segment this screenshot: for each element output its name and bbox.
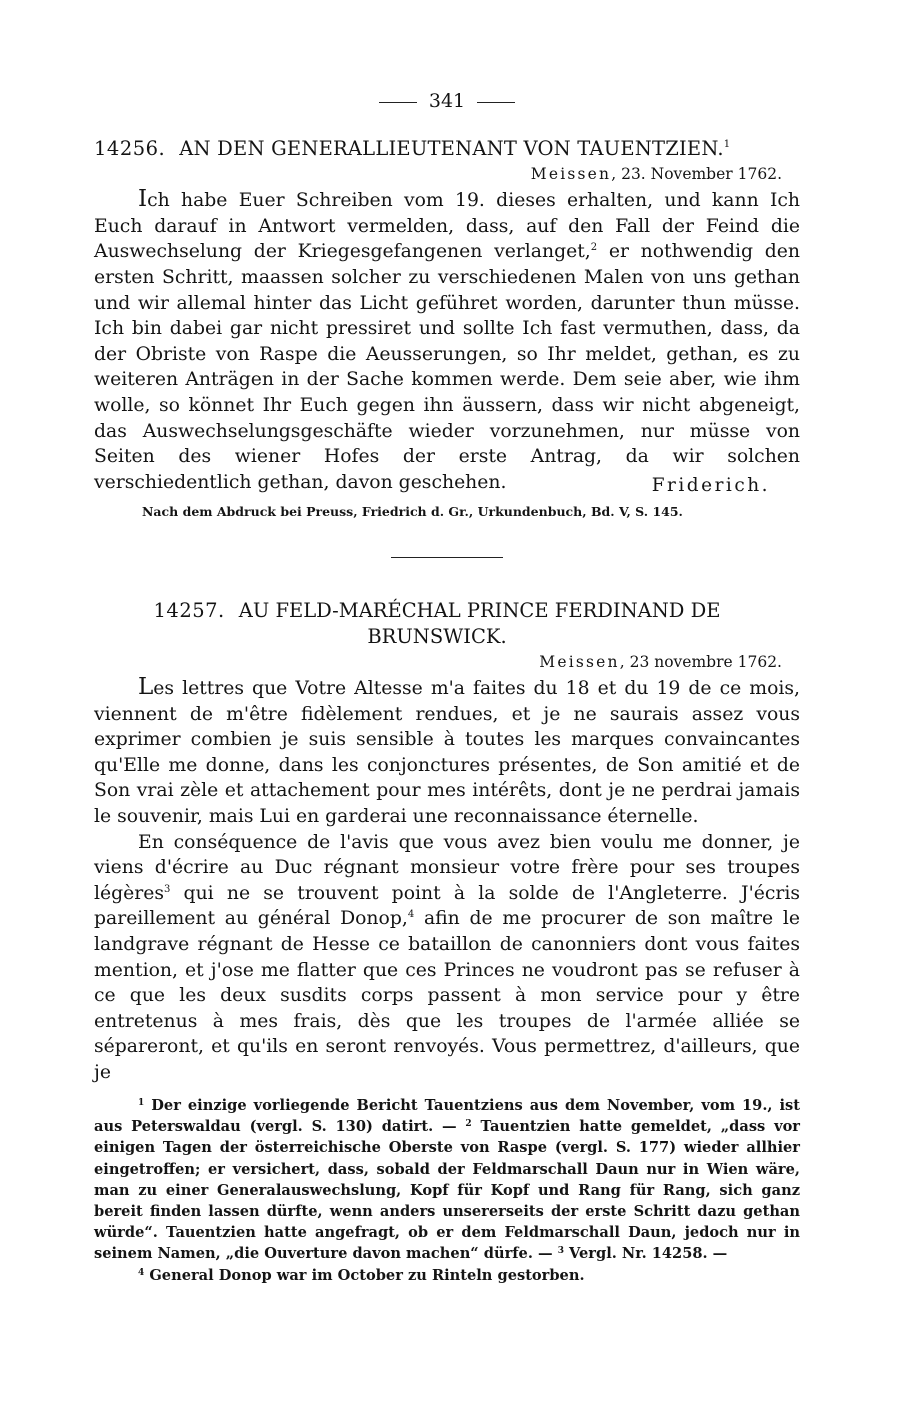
page-header bbox=[94, 88, 800, 114]
footnote-marker-2: 2 bbox=[465, 1119, 472, 1130]
letter-2-place: Meissen bbox=[539, 652, 620, 671]
section-divider bbox=[391, 557, 503, 558]
letter-2-dateline bbox=[94, 650, 800, 676]
letter-1-number: 14256. bbox=[94, 137, 166, 160]
footnote-ref-3: 3 bbox=[164, 883, 171, 895]
letter-1-signature: Friderich. bbox=[651, 475, 770, 497]
header-rule-left bbox=[379, 102, 417, 103]
letter-1-text-a: ch habe Euer Schreiben vom 19. dieses erhalten, und kann Ich Euch darauf in Antwort vermelden, dass, auf den Fall der Feind die Auswechselung der Kriegesgefangenen verlanget, bbox=[94, 190, 800, 263]
footnote-3-text: Vergl. Nr. 14258. — bbox=[563, 1245, 728, 1263]
footnote-2-text: Tauentzien hatte gemeldet, „dass vor einigen Tagen der österreichische Oberste von Raspe (vergl. S. 177) wieder allhier eingetroffen; er versichert, dass, sobald der Feldmarschall Daun nur in Wien wäre, man zu einer Generalauswechslung, Kopf für Kopf und Rang für Rang, sich ganz bereit finden lassen dürfte, wenn anders unsererseits der erste Schritt dazu gethan würde“. Tauentzien hatte angefragt, ob er dem Feldmarschall Daun, jedoch nur in seinem Namen, „die Ouverture davon machen“ dürfe. — bbox=[94, 1118, 800, 1263]
page-number: 341 bbox=[428, 90, 466, 112]
footnote-ref-1: 1 bbox=[723, 139, 731, 150]
footnote-block-1-2-3 bbox=[94, 1095, 800, 1265]
letter-1-initial: I bbox=[138, 186, 148, 213]
letter-2-number: 14257. bbox=[153, 599, 225, 623]
footnote-marker-4: 4 bbox=[138, 1267, 145, 1278]
letter-2-p2-text-b: qui ne se trouvent point à la solde de l'Angleterre. J'écris pareillement au général Donop, bbox=[94, 882, 800, 930]
footnote-marker-3: 3 bbox=[557, 1246, 564, 1257]
letter-1-date: , 23. November 1762. bbox=[611, 164, 782, 183]
letter-2-initial: L bbox=[138, 674, 154, 701]
letter-1-source: Nach dem Abdruck bei Preuss, Friedrich d. Gr., Urkundenbuch, Bd. V, S. 145. bbox=[142, 504, 683, 520]
letter-2-p2-text-c: afin de me procurer de son maître le landgrave régnant de Hesse ce bataillon de canonniers dont vous faites mention, et j'ose me flatter que ces Princes ne voudront pas se refuser à ce que les deux susdits corps passent à mon service pour y être entretenus à mes frais, dès que les troupes de l'armée alliée se sépareront, et qu'ils en seront renvoyés. Vous permettrez, d'ailleurs, que je bbox=[94, 908, 800, 1083]
header-rule-right bbox=[477, 102, 515, 103]
letter-2-heading bbox=[94, 598, 800, 649]
footnote-ref-4: 4 bbox=[407, 909, 415, 921]
letter-2-p1-text: es lettres que Votre Altesse m'a faites du 18 et du 19 de ce mois, viennent de m'être fidèlement rendues, et je ne saurais assez vous exprimer combien je suis sensible à toutes les marques convaincantes qu'Elle me donne, dans les conjonctures présentes, de Son amitié et de Son vrai zèle et attachement pour mes intérêts, dont je ne perdrai jamais le souvenir, mais Lui en garderai une reconnaissance éternelle. bbox=[94, 678, 800, 828]
letter-1-heading bbox=[94, 132, 800, 162]
footnote-4-text: General Donop war im October zu Rinteln gestorben. bbox=[144, 1266, 585, 1284]
letter-1-place: Meissen bbox=[530, 164, 612, 183]
footnote-block-4 bbox=[94, 1265, 800, 1286]
letter-2-date: , 23 novembre 1762. bbox=[619, 652, 782, 671]
footnotes bbox=[94, 1095, 800, 1286]
letter-2-paragraph-1 bbox=[94, 675, 800, 830]
letter-1-dateline bbox=[94, 162, 800, 188]
footnote-ref-2: 2 bbox=[590, 242, 598, 254]
letter-2-p2-text-a: En conséquence de l'avis que vous avez bien voulu me donner, je viens d'écrire au Duc régnant monsieur votre frère pour ses troupes légères bbox=[94, 831, 800, 904]
letter-2-recipient: AU FELD-MARÉCHAL PRINCE FERDINAND DE BRUNSWICK. bbox=[238, 599, 721, 648]
letter-1-body bbox=[94, 187, 800, 495]
letter-1-text-b: er nothwendig den ersten Schritt, maassen solcher zu verschiedenen Malen von uns gethan und wir allemal hinter das Licht geführet worden, darunter thun müsse. Ich bin dabei gar nicht pressiret und sollte Ich fast vermuthen, dass, da der Obriste von Raspe die Aeusserungen, so Ihr meldet, gethan, es zu weiteren Anträgen in der Sache kommen werde. Dem seie aber, wie ihm wolle, so könnet Ihr Euch gegen ihn äussern, dass wir nicht abgeneigt, das Auswechselungsgeschäfte wieder vorzunehmen, nur müsse von Seiten des wiener Hofes der erste Antrag, da wir solchen verschiedentlich gethan, davon geschehen. bbox=[94, 241, 800, 493]
footnote-marker-1: 1 bbox=[138, 1098, 145, 1108]
letter-2-paragraph-2 bbox=[94, 830, 800, 1086]
footnote-1-text: Der einzige vorliegende Bericht Tauentziens aus dem November, vom 19., ist aus Peterswaldau (vergl. S. 130) datirt. — bbox=[94, 1097, 800, 1136]
letter-1-recipient: AN DEN GENERALLIEUTENANT VON TAUENTZIEN. bbox=[179, 137, 724, 160]
page-body bbox=[94, 88, 800, 1086]
